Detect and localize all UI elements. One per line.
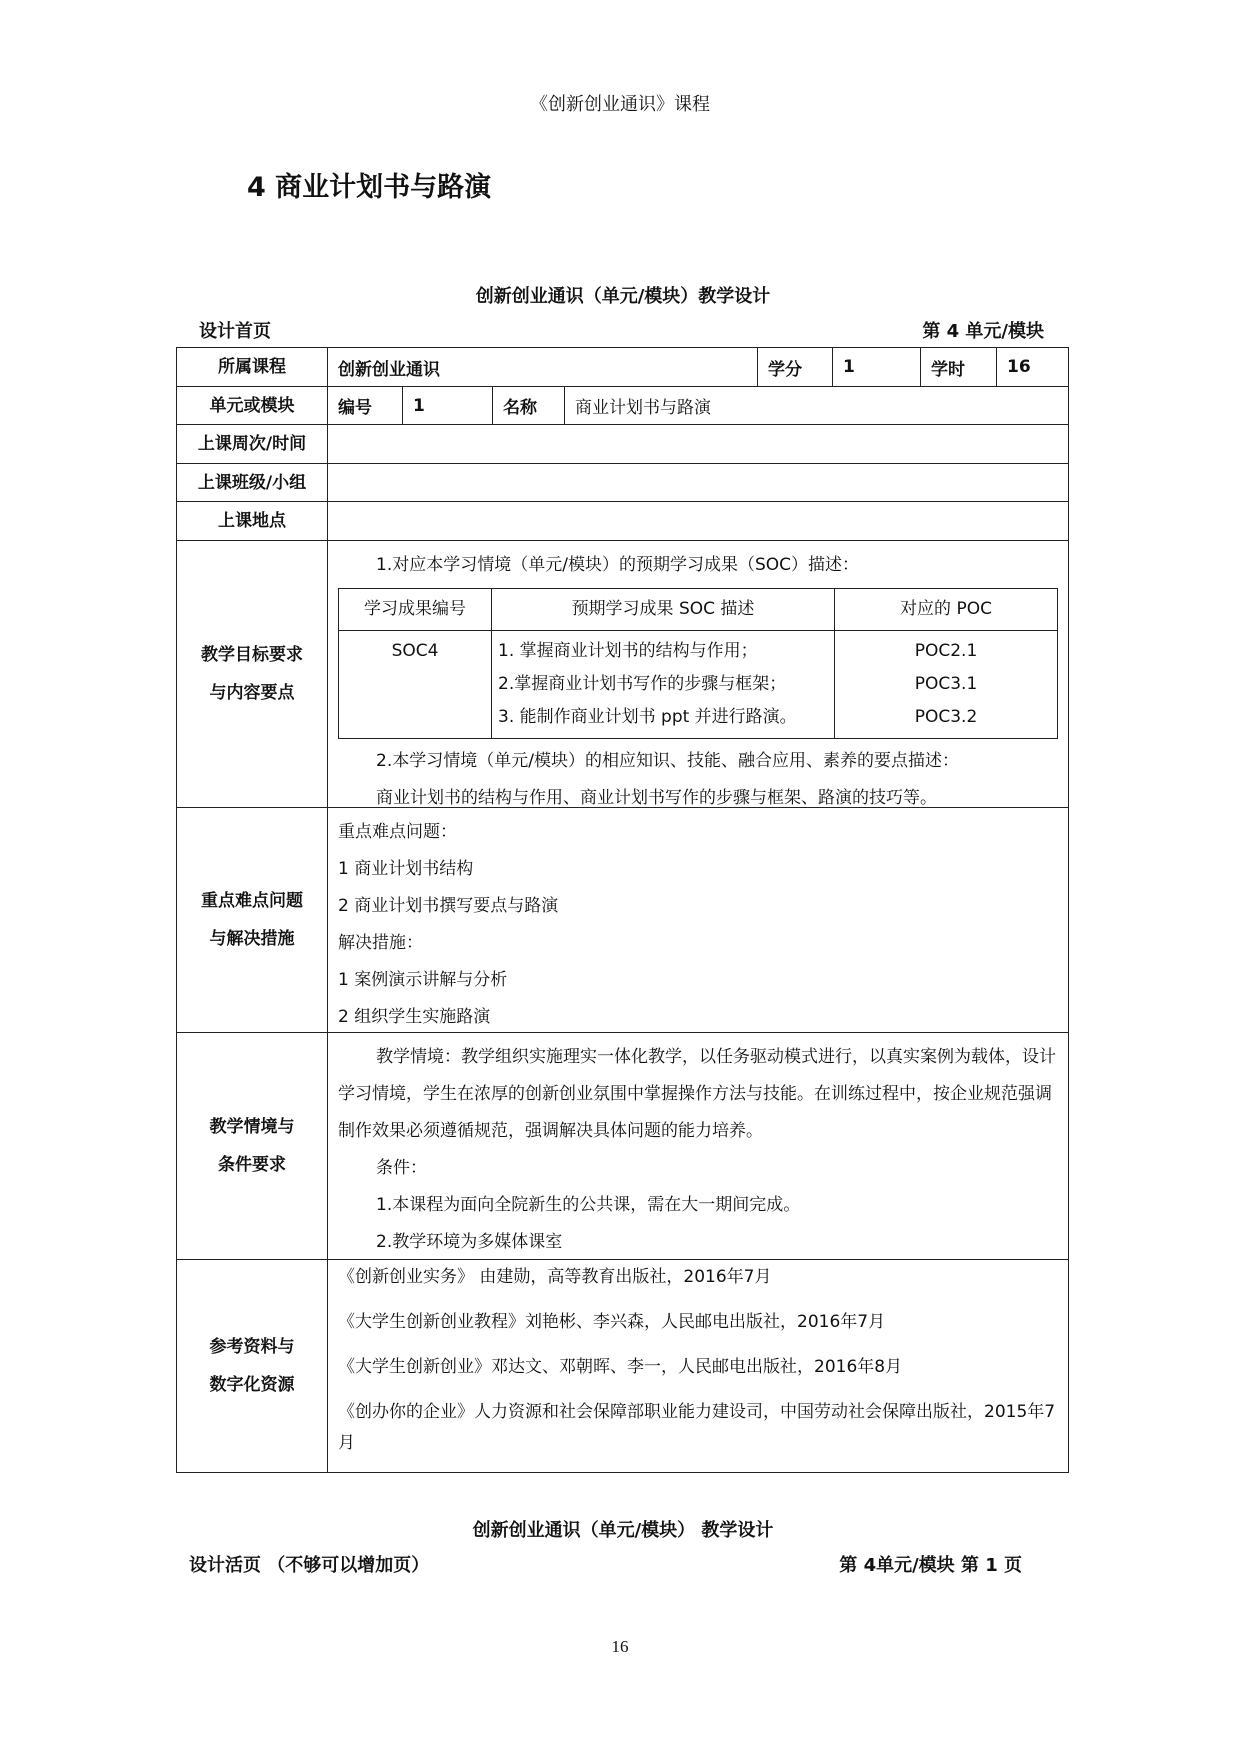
credit-label: 学分 bbox=[757, 348, 832, 386]
ref-content bbox=[327, 1260, 1068, 1472]
form-title: 创新创业通识（单元/模块）教学设计 bbox=[475, 286, 771, 307]
context-label-line: 教学情境与 bbox=[209, 1117, 295, 1137]
poc-item: POC3.1 bbox=[914, 674, 978, 694]
running-header: 《创新创业通识》课程 bbox=[530, 94, 710, 115]
ref-item: 《创新创业实务》 由建勋，高等教育出版社，2016年7月 bbox=[338, 1267, 772, 1287]
soc-desc-item: 1. 掌握商业计划书的结构与作用； bbox=[498, 641, 758, 661]
context-row bbox=[177, 1032, 1068, 1259]
goals-label bbox=[177, 541, 327, 807]
goals-label-line: 教学目标要求 bbox=[201, 645, 303, 665]
location-label: 上课地点 bbox=[218, 511, 286, 531]
first-page-label: 设计首页 bbox=[199, 321, 271, 342]
location-row bbox=[177, 501, 1068, 540]
class-value[interactable] bbox=[327, 464, 1068, 501]
context-cond: 1.本课程为面向全院新生的公共课，需在大一期间完成。 bbox=[376, 1195, 801, 1215]
name-value: 商业计划书与路演 bbox=[564, 387, 1068, 424]
soc-desc bbox=[492, 631, 835, 739]
key-line: 重点难点问题： bbox=[338, 822, 457, 842]
context-cond-label: 条件： bbox=[376, 1158, 427, 1178]
soc-table bbox=[338, 588, 1058, 739]
name-label: 名称 bbox=[492, 387, 564, 424]
soc-header: 对应的 POC bbox=[835, 589, 1058, 631]
footer-title: 创新创业通识（单元/模块） 教学设计 bbox=[472, 1520, 774, 1541]
key-row bbox=[177, 807, 1068, 1032]
soc-desc-item: 2.掌握商业计划书写作的步骤与框架； bbox=[498, 674, 787, 694]
goals-intro: 1.对应本学习情境（单元/模块）的预期学习成果（SOC）描述： bbox=[376, 555, 859, 575]
soc-header: 学习成果编号 bbox=[339, 589, 492, 631]
key-label-line: 与解决措施 bbox=[209, 929, 295, 949]
goals-label-line: 与内容要点 bbox=[209, 683, 295, 703]
course-label: 所属课程 bbox=[218, 357, 286, 377]
ref-item: 《大学生创新创业》邓达文、邓朝晖、李一，人民邮电出版社，2016年8月 bbox=[338, 1357, 903, 1377]
design-table bbox=[176, 347, 1069, 1473]
key-line: 2 组织学生实施路演 bbox=[338, 1007, 491, 1027]
poc-item: POC3.2 bbox=[914, 707, 978, 727]
soc-id: SOC4 bbox=[339, 631, 492, 739]
context-content bbox=[327, 1033, 1068, 1259]
key-line: 1 案例演示讲解与分析 bbox=[338, 970, 508, 990]
ref-item: 《创办你的企业》人力资源和社会保障部职业能力建设司，中国劳动社会保障出版社，2015年7月 bbox=[338, 1402, 1056, 1453]
course-row bbox=[177, 348, 1068, 386]
goals-point2: 2.本学习情境（单元/模块）的相应知识、技能、融合应用、素养的要点描述： bbox=[376, 751, 959, 771]
ref-item: 《大学生创新创业教程》刘艳彬、李兴森，人民邮电出版社，2016年7月 bbox=[338, 1312, 886, 1332]
key-label-line: 重点难点问题 bbox=[201, 891, 303, 911]
key-line: 解决措施： bbox=[338, 933, 423, 953]
unit-row bbox=[177, 386, 1068, 424]
ref-label-line: 参考资料与 bbox=[209, 1337, 295, 1357]
key-line: 2 商业计划书撰写要点与路演 bbox=[338, 896, 559, 916]
key-content bbox=[327, 808, 1068, 1032]
context-label-line: 条件要求 bbox=[218, 1155, 286, 1175]
context-cond: 2.教学环境为多媒体课室 bbox=[376, 1232, 563, 1252]
goals-content bbox=[327, 541, 1068, 807]
number-label: 编号 bbox=[327, 387, 402, 424]
week-label: 上课周次/时间 bbox=[197, 434, 307, 454]
unit-label: 第 4 单元/模块 bbox=[922, 321, 1044, 342]
key-line: 1 商业计划书结构 bbox=[338, 859, 474, 879]
hours-label: 学时 bbox=[920, 348, 996, 386]
week-row bbox=[177, 424, 1068, 463]
poc-list bbox=[835, 631, 1058, 739]
location-value[interactable] bbox=[327, 502, 1068, 540]
week-value[interactable] bbox=[327, 425, 1068, 463]
page-number: 16 bbox=[611, 1637, 629, 1656]
number-value: 1 bbox=[402, 387, 492, 424]
hours-value: 16 bbox=[996, 348, 1068, 386]
soc-desc-item: 3. 能制作商业计划书 ppt 并进行路演。 bbox=[498, 707, 797, 727]
unit-row-label: 单元或模块 bbox=[209, 395, 295, 416]
key-label bbox=[177, 808, 327, 1032]
poc-item: POC2.1 bbox=[914, 641, 978, 661]
footer-left: 设计活页 （不够可以增加页） bbox=[189, 1555, 430, 1576]
class-row bbox=[177, 463, 1068, 501]
chapter-title: 4 商业计划书与路演 bbox=[247, 172, 492, 203]
context-label bbox=[177, 1033, 327, 1259]
class-label: 上课班级/小组 bbox=[197, 472, 307, 493]
footer-right: 第 4单元/模块 第 1 页 bbox=[839, 1555, 1022, 1576]
goals-point2-text: 商业计划书的结构与作用、商业计划书写作的步骤与框架、路演的技巧等。 bbox=[376, 788, 937, 808]
soc-header: 预期学习成果 SOC 描述 bbox=[492, 589, 835, 631]
goals-row bbox=[177, 540, 1068, 807]
ref-label-line: 数字化资源 bbox=[209, 1375, 295, 1395]
ref-label bbox=[177, 1260, 327, 1472]
credit-value: 1 bbox=[832, 348, 920, 386]
ref-row bbox=[177, 1259, 1068, 1472]
context-text: 教学情境：教学组织实施理实一体化教学，以任务驱动模式进行，以真实案例为载体，设计学习情境，学生在浓厚的创新创业氛围中掌握操作方法与技能。在训练过程中，按企业规范强调制作效果必须遵循规范，强调解决具体问题的能力培养。 bbox=[338, 1047, 1056, 1141]
course-value: 创新创业通识 bbox=[327, 348, 757, 386]
